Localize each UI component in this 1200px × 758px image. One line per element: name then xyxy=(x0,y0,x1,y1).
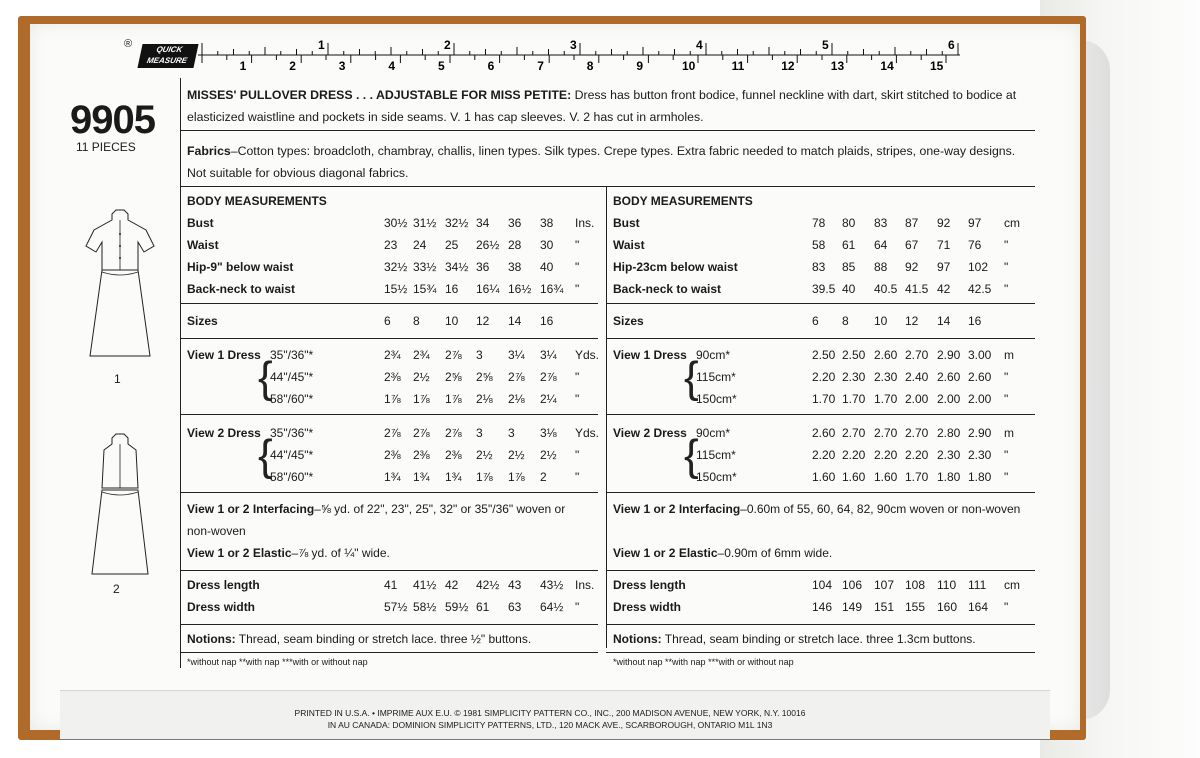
finished-value: 110 xyxy=(937,578,957,592)
unit: Yds. xyxy=(575,348,600,362)
finished-value: 63 xyxy=(508,600,522,614)
imperial-interfacing-text2: non-woven xyxy=(187,524,246,538)
yardage-value: 1¾ xyxy=(384,470,401,484)
cm-label: 10 xyxy=(682,59,696,72)
yardage-value: 2.20 xyxy=(812,448,836,462)
cm-label: 6 xyxy=(487,59,495,72)
body-value: 80 xyxy=(842,216,856,230)
yardage-value: 2⅝ xyxy=(445,370,462,384)
body-value: 71 xyxy=(937,238,951,252)
yardage-value: 2.20 xyxy=(812,370,836,384)
size-value: 12 xyxy=(476,314,490,328)
unit: Yds. xyxy=(575,426,600,440)
body-value: 97 xyxy=(968,216,982,230)
inch-label: 3 xyxy=(570,38,577,52)
body-row-label: Back-neck to waist xyxy=(187,282,296,296)
finished-value: 58½ xyxy=(413,600,437,614)
yardage-value: 2.70 xyxy=(874,426,898,440)
body-value: 36 xyxy=(508,216,522,230)
sizes-label: Sizes xyxy=(187,314,218,328)
size-value: 14 xyxy=(508,314,522,328)
yardage-value: 1⅞ xyxy=(508,470,525,484)
brace: { xyxy=(684,431,699,480)
yardage-value: 1⅞ xyxy=(384,392,401,406)
unit: Ins. xyxy=(575,216,595,230)
metric-elastic-text: –0.90m of 6mm wide. xyxy=(717,546,833,560)
cm-label: 2 xyxy=(289,59,296,72)
yardage-value: 2¾ xyxy=(413,348,430,362)
finished-value: 107 xyxy=(874,578,895,592)
size-value: 6 xyxy=(812,314,819,328)
body-value: 36 xyxy=(476,260,490,274)
cm-label: 1 xyxy=(239,59,247,72)
description-text: Dress has button front bodice, funnel neckline with dart, skirt stitched to bodice at elasticized waistline and pockets in side seams. V. 1 has cap sleeves. V. 2 has cut in armholes. xyxy=(187,88,1017,124)
inch-label: 4 xyxy=(696,38,703,52)
size-value: 8 xyxy=(413,314,420,328)
yardage-value: 2.30 xyxy=(937,448,961,462)
size-value: 16 xyxy=(540,314,554,328)
body-value: 83 xyxy=(874,216,888,230)
unit: cm xyxy=(1004,578,1020,592)
unit: " xyxy=(575,470,580,484)
unit: m xyxy=(1004,426,1014,440)
imperial-elastic-label: View 1 or 2 Elastic xyxy=(187,546,292,560)
size-value: 10 xyxy=(445,314,459,328)
body-value: 88 xyxy=(874,260,888,274)
body-value: 92 xyxy=(937,216,951,230)
yardage-value: 2.60 xyxy=(937,370,961,384)
yardage-value: 2¼ xyxy=(540,392,557,406)
yardage-value: 2½ xyxy=(476,448,493,462)
body-value: 61 xyxy=(842,238,856,252)
cm-label: 4 xyxy=(388,59,396,72)
body-value: 97 xyxy=(937,260,951,274)
body-value: 16½ xyxy=(508,282,532,296)
body-value: 83 xyxy=(812,260,826,274)
body-value: 28 xyxy=(508,238,522,252)
pattern-number: 9905 xyxy=(70,98,155,142)
yardage-value: 3 xyxy=(476,426,483,440)
body-value: 58 xyxy=(812,238,826,252)
imperial-body-heading: BODY MEASUREMENTS xyxy=(187,194,327,208)
body-value: 24 xyxy=(413,238,427,252)
left-divider xyxy=(180,78,181,668)
yardage-value: 2.80 xyxy=(937,426,961,440)
body-value: 33½ xyxy=(413,260,437,274)
metric-interfacing-text: –0.60m of 55, 60, 64, 82, 90cm woven or non-woven xyxy=(740,502,1021,516)
size-value: 12 xyxy=(905,314,919,328)
unit: " xyxy=(1004,238,1009,252)
cm-label: 14 xyxy=(880,59,894,72)
metric-elastic-label: View 1 or 2 Elastic xyxy=(613,546,718,560)
view1-label: View 1 Dress xyxy=(187,348,261,362)
yardage-value: 2.00 xyxy=(937,392,961,406)
rule xyxy=(180,492,598,493)
view2-label: View 2 Dress xyxy=(187,426,261,440)
view1-label: View 1 Dress xyxy=(613,348,687,362)
fabric-width: 44"/45"* xyxy=(270,448,314,462)
view2-dress-figure xyxy=(84,432,156,582)
finished-value: 106 xyxy=(842,578,863,592)
body-row-label: Hip-23cm below waist xyxy=(613,260,738,274)
body-row-label: Bust xyxy=(613,216,640,230)
unit: " xyxy=(1004,370,1009,384)
yardage-value: 2⅞ xyxy=(445,426,462,440)
quick-measure-ruler xyxy=(198,38,960,72)
yardage-value: 1¾ xyxy=(413,470,430,484)
body-value: 102 xyxy=(968,260,989,274)
rule xyxy=(606,570,1035,571)
yardage-value: 1.60 xyxy=(812,470,836,484)
unit: " xyxy=(575,392,580,406)
yardage-value: 2½ xyxy=(413,370,430,384)
finished-value: 149 xyxy=(842,600,863,614)
yardage-value: 2⅜ xyxy=(384,370,401,384)
yardage-value: 2½ xyxy=(540,448,557,462)
finished-value: 108 xyxy=(905,578,926,592)
quick-measure-badge xyxy=(137,44,198,68)
fabric-width: 35"/36"* xyxy=(270,426,314,440)
fabric-width: 90cm* xyxy=(696,348,731,362)
yardage-value: 2.60 xyxy=(874,348,898,362)
yardage-value: 2⅜ xyxy=(384,448,401,462)
unit: " xyxy=(1004,392,1009,406)
finished-value: 151 xyxy=(874,600,895,614)
yardage-value: 3 xyxy=(508,426,515,440)
finished-value: 155 xyxy=(905,600,926,614)
unit: Ins. xyxy=(575,578,595,592)
inch-label: 5 xyxy=(822,38,829,52)
cm-label: 3 xyxy=(338,59,346,72)
metric-interfacing xyxy=(613,502,1020,516)
unit: " xyxy=(575,238,580,252)
yardage-value: 2.00 xyxy=(968,392,992,406)
yardage-value: 3.00 xyxy=(968,348,992,362)
yardage-value: 1.60 xyxy=(874,470,898,484)
body-value: 25 xyxy=(445,238,459,252)
badge-line2: MEASURE xyxy=(146,56,188,65)
body-value: 40 xyxy=(540,260,554,274)
finished-value: 104 xyxy=(812,578,833,592)
rule xyxy=(606,338,1035,339)
yardage-value: 2.60 xyxy=(812,426,836,440)
inch-label: 2 xyxy=(444,38,451,52)
imperial-interfacing-text: –⅝ yd. of 22", 23", 25", 32" or 35"/36" woven or xyxy=(314,502,566,516)
fabric-width: 35"/36"* xyxy=(270,348,314,362)
rule xyxy=(180,624,598,625)
body-value: 16¼ xyxy=(476,282,500,296)
unit: " xyxy=(575,600,580,614)
imperial-notions-label: Notions: xyxy=(187,632,236,646)
imperial-interfacing-label: View 1 or 2 Interfacing xyxy=(187,502,315,516)
finished-value: 41 xyxy=(384,578,398,592)
yardage-value: 1⅞ xyxy=(445,392,462,406)
body-value: 32½ xyxy=(384,260,408,274)
body-value: 42.5 xyxy=(968,282,992,296)
body-value: 39.5 xyxy=(812,282,836,296)
body-value: 15¾ xyxy=(413,282,437,296)
yardage-value: 2.20 xyxy=(842,448,866,462)
finished-row-label: Dress width xyxy=(613,600,682,614)
body-value: 23 xyxy=(384,238,398,252)
body-value: 34 xyxy=(476,216,490,230)
printer-line1: PRINTED IN U.S.A. • IMPRIME AUX E.U. © 1981 SIMPLICITY PATTERN CO., INC., 200 MADISON AVENUE, NEW YORK, N.Y. 10016 xyxy=(294,708,806,718)
metric-notions-label: Notions: xyxy=(613,632,662,646)
fabric-width: 115cm* xyxy=(696,370,736,384)
body-value: 32½ xyxy=(445,216,469,230)
finished-value: 164 xyxy=(968,600,989,614)
body-value: 16¾ xyxy=(540,282,564,296)
finished-value: 41½ xyxy=(413,578,437,592)
cm-label: 13 xyxy=(830,59,845,72)
description-heading: MISSES' PULLOVER DRESS . . . ADJUSTABLE FOR MISS PETITE: xyxy=(187,88,572,102)
finished-value: 64½ xyxy=(540,600,564,614)
fabric-width: 44"/45"* xyxy=(270,370,314,384)
rule xyxy=(180,570,598,571)
brace: { xyxy=(258,431,273,480)
cm-label: 5 xyxy=(438,59,445,72)
yardage-value: 2.60 xyxy=(968,370,992,384)
finished-value: 57½ xyxy=(384,600,408,614)
body-value: 40 xyxy=(842,282,856,296)
rule xyxy=(606,652,1035,653)
unit: " xyxy=(575,370,580,384)
finished-row-label: Dress length xyxy=(613,578,686,592)
fabrics xyxy=(187,140,1035,184)
body-row-label: Bust xyxy=(187,216,214,230)
body-row-label: Waist xyxy=(187,238,219,252)
badge-line1: QUICK xyxy=(155,45,184,54)
figure-2-label: 2 xyxy=(113,582,120,596)
yardage-value: 2¾ xyxy=(384,348,401,362)
finished-row-label: Dress width xyxy=(187,600,256,614)
body-value: 85 xyxy=(842,260,856,274)
unit: " xyxy=(1004,282,1009,296)
yardage-value: 2⅛ xyxy=(508,392,525,406)
yardage-value: 2.90 xyxy=(968,426,992,440)
yardage-value: 2.30 xyxy=(968,448,992,462)
unit: " xyxy=(1004,600,1009,614)
fabric-width: 150cm* xyxy=(696,470,737,484)
yardage-value: 1.80 xyxy=(937,470,961,484)
unit: " xyxy=(1004,448,1009,462)
rule xyxy=(606,414,1035,415)
yardage-value: 1.80 xyxy=(968,470,992,484)
yardage-value: 2⅞ xyxy=(508,370,525,384)
size-value: 8 xyxy=(842,314,849,328)
rule xyxy=(180,652,598,653)
registered-mark: ® xyxy=(124,38,133,50)
finished-value: 146 xyxy=(812,600,833,614)
rule xyxy=(180,130,1035,131)
unit: " xyxy=(575,282,580,296)
imperial-notions xyxy=(187,632,531,646)
yardage-value: 1⅞ xyxy=(413,392,430,406)
unit: " xyxy=(575,448,580,462)
body-value: 64 xyxy=(874,238,888,252)
body-value: 16 xyxy=(445,282,459,296)
size-value: 14 xyxy=(937,314,951,328)
yardage-value: 2⅞ xyxy=(384,426,401,440)
finished-value: 42½ xyxy=(476,578,500,592)
yardage-value: 2.40 xyxy=(905,370,929,384)
yardage-value: 2⅝ xyxy=(476,370,493,384)
yardage-value: 2.50 xyxy=(812,348,836,362)
yardage-value: 2.20 xyxy=(874,448,898,462)
yardage-value: 2.70 xyxy=(842,426,866,440)
rule xyxy=(606,492,1035,493)
yardage-value: 2⅞ xyxy=(413,426,430,440)
body-row-label: Waist xyxy=(613,238,645,252)
fabric-width: 90cm* xyxy=(696,426,731,440)
yardage-value: 2⅜ xyxy=(413,448,430,462)
size-value: 10 xyxy=(874,314,888,328)
body-row-label: Back-neck to waist xyxy=(613,282,722,296)
brace: { xyxy=(684,353,699,402)
body-value: 40.5 xyxy=(874,282,898,296)
unit: " xyxy=(575,260,580,274)
yardage-value: 2.00 xyxy=(905,392,929,406)
fabric-width: 58"/60"* xyxy=(270,392,314,406)
body-value: 76 xyxy=(968,238,982,252)
brace: { xyxy=(258,353,273,402)
yardage-value: 3⅛ xyxy=(540,426,557,440)
body-value: 67 xyxy=(905,238,919,252)
rule xyxy=(180,338,598,339)
yardage-value: 1⅞ xyxy=(476,470,493,484)
fabric-width: 150cm* xyxy=(696,392,737,406)
yardage-value: 2⅞ xyxy=(445,348,462,362)
fabrics-label: Fabrics xyxy=(187,144,231,158)
imperial-notions-text: Thread, seam binding or stretch lace. three ½" buttons. xyxy=(235,632,532,646)
inch-label: 1 xyxy=(318,38,325,52)
unit: m xyxy=(1004,348,1014,362)
sizes-label: Sizes xyxy=(613,314,644,328)
body-value: 15½ xyxy=(384,282,408,296)
rule xyxy=(180,186,1035,187)
body-value: 31½ xyxy=(413,216,437,230)
cm-label: 15 xyxy=(930,59,944,72)
yardage-value: 3¼ xyxy=(540,348,557,362)
yardage-value: 2.30 xyxy=(874,370,898,384)
imperial-elastic-text: –⅞ yd. of ¼" wide. xyxy=(291,546,390,560)
yardage-value: 1.70 xyxy=(812,392,836,406)
yardage-value: 2.70 xyxy=(905,426,929,440)
finished-value: 111 xyxy=(968,578,987,592)
yardage-value: 2⅞ xyxy=(540,370,557,384)
figure-1-label: 1 xyxy=(114,372,121,386)
printer-line2: IN AU CANADA: DOMINION SIMPLICITY PATTERNS, LTD., 120 MACK AVE., SCARBOROUGH, ONTARIO M1L 1N3 xyxy=(327,720,773,730)
cm-label: 11 xyxy=(731,59,745,72)
yardage-value: 1.70 xyxy=(874,392,898,406)
metric-interfacing-label: View 1 or 2 Interfacing xyxy=(613,502,741,516)
description xyxy=(187,84,1035,128)
body-value: 87 xyxy=(905,216,919,230)
finished-value: 42 xyxy=(445,578,459,592)
size-value: 6 xyxy=(384,314,391,328)
body-value: 92 xyxy=(905,260,919,274)
rule xyxy=(180,414,598,415)
body-value: 30 xyxy=(540,238,554,252)
finished-value: 43½ xyxy=(540,578,564,592)
body-value: 38 xyxy=(508,260,522,274)
body-value: 42 xyxy=(937,282,951,296)
fabric-width: 58"/60"* xyxy=(270,470,314,484)
body-value: 26½ xyxy=(476,238,500,252)
unit: " xyxy=(1004,260,1009,274)
yardage-value: 1.70 xyxy=(905,470,929,484)
view1-dress-figure xyxy=(80,206,160,366)
body-value: 34½ xyxy=(445,260,469,274)
yardage-value: 2⅜ xyxy=(445,448,462,462)
fabric-width: 115cm* xyxy=(696,448,736,462)
body-value: 78 xyxy=(812,216,826,230)
metric-elastic xyxy=(613,546,832,560)
rule xyxy=(606,303,1035,304)
yardage-value: 2.70 xyxy=(905,348,929,362)
size-value: 16 xyxy=(968,314,982,328)
cm-label: 9 xyxy=(636,59,644,72)
body-row-label: Hip-9" below waist xyxy=(187,260,294,274)
pieces-count: 11 PIECES xyxy=(76,140,136,154)
rule xyxy=(180,303,598,304)
fabrics-text: –Cotton types: broadcloth, chambray, challis, linen types. Silk types. Crepe types. Extra fabric needed to match plaids, stripes, one-way designs. Not suitable for obvious diagonal fabrics. xyxy=(187,144,1016,180)
metric-footnote: *without nap **with nap ***with or without nap xyxy=(613,657,794,667)
unit: " xyxy=(1004,470,1009,484)
yardage-value: 2 xyxy=(540,470,547,484)
finished-value: 59½ xyxy=(445,600,469,614)
body-value: 30½ xyxy=(384,216,408,230)
inch-label: 6 xyxy=(948,38,955,52)
body-value: 41.5 xyxy=(905,282,929,296)
yardage-value: 3¼ xyxy=(508,348,525,362)
yardage-value: 2.50 xyxy=(842,348,866,362)
imperial-footnote: *without nap **with nap ***with or without nap xyxy=(187,657,368,667)
imperial-elastic xyxy=(187,546,390,560)
yardage-value: 1.70 xyxy=(842,392,866,406)
imperial-interfacing xyxy=(187,502,565,516)
view2-label: View 2 Dress xyxy=(613,426,687,440)
cm-label: 8 xyxy=(586,59,594,72)
cm-label: 7 xyxy=(537,59,544,72)
yardage-value: 2⅛ xyxy=(476,392,493,406)
yardage-value: 2.20 xyxy=(905,448,929,462)
finished-value: 43 xyxy=(508,578,522,592)
middle-divider xyxy=(606,186,607,648)
cm-label: 12 xyxy=(781,59,795,72)
finished-value: 61 xyxy=(476,600,490,614)
metric-body-heading: BODY MEASUREMENTS xyxy=(613,194,753,208)
yardage-value: 2.90 xyxy=(937,348,961,362)
yardage-value: 3 xyxy=(476,348,483,362)
body-value: 38 xyxy=(540,216,554,230)
yardage-value: 1.60 xyxy=(842,470,866,484)
yardage-value: 2½ xyxy=(508,448,525,462)
yardage-value: 1¾ xyxy=(445,470,462,484)
metric-notions-text: Thread, seam binding or stretch lace. three 1.3cm buttons. xyxy=(661,632,976,646)
rule xyxy=(606,624,1035,625)
finished-row-label: Dress length xyxy=(187,578,260,592)
unit: cm xyxy=(1004,216,1020,230)
yardage-value: 2.30 xyxy=(842,370,866,384)
finished-value: 160 xyxy=(937,600,958,614)
metric-notions xyxy=(613,632,976,646)
